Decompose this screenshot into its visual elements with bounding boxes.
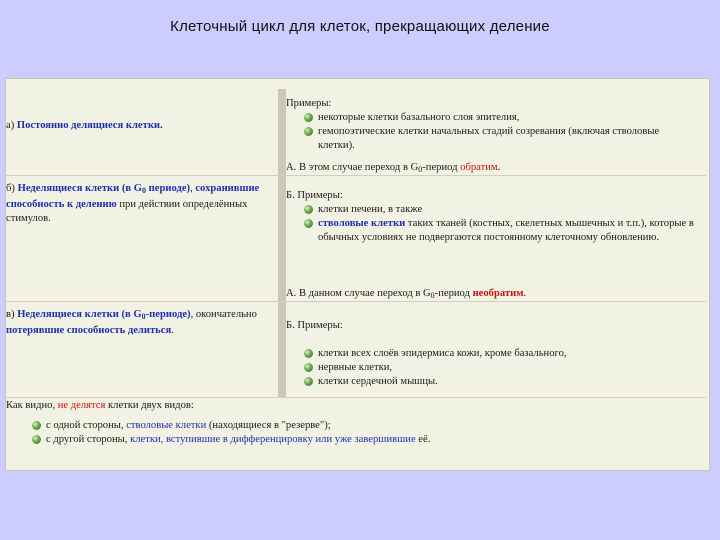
summary-item: с другой стороны, клетки, вступившие в дифференцировку или уже завершившие её. xyxy=(32,433,706,447)
item-prefix: б) xyxy=(6,183,18,194)
item-c-period: -периоде) xyxy=(145,309,191,320)
item-c-end: . xyxy=(171,325,174,336)
column-divider xyxy=(278,89,286,397)
row-separator xyxy=(6,397,706,398)
bullet-item: клетки печени, в также xyxy=(304,203,698,217)
green-bullet-icon xyxy=(304,113,313,122)
item-b-period: периоде) xyxy=(146,183,191,194)
stem-cells-label: стволовые клетки xyxy=(318,218,406,229)
examples-title: Примеры: xyxy=(286,98,332,109)
item-c-ability: потерявшие способность делиться xyxy=(6,325,172,336)
bullet-item: некоторые клетки базального слоя эпителия, xyxy=(304,111,698,125)
summary-intro: Как видно, не делятся клетки двух видов: xyxy=(6,400,194,411)
summary-item: с одной стороны, стволовые клетки (находящиеся в "резерве"); xyxy=(32,419,706,433)
examples-title: Б. Примеры: xyxy=(286,190,343,201)
irreversible-label: необратим xyxy=(472,288,524,299)
item-b-rest: при действии определённых стимулов. xyxy=(6,199,248,224)
g0-subscript: 0 xyxy=(418,165,423,174)
green-bullet-icon xyxy=(32,435,41,444)
item-prefix: а) xyxy=(6,120,17,131)
item-a-label: Постоянно делящиеся клетки. xyxy=(16,120,163,131)
bullet-item: нервные клетки, xyxy=(304,361,698,375)
bullet-item: клетки всех слоёв эпидермиса кожи, кроме базального, xyxy=(304,347,698,361)
green-bullet-icon xyxy=(32,421,41,430)
right-a-note: А. В этом случае переход в $G_0$-период обратим. xyxy=(286,162,501,174)
summary xyxy=(6,399,706,447)
bullet-item: стволовые клетки таких тканей (костных, скелетных мышечных и т.п.), которые в обычных условиях не подвергаются постоянному клеточному обновлению. xyxy=(304,217,698,245)
green-bullet-icon xyxy=(304,219,313,228)
left-item-c xyxy=(6,308,268,338)
left-item-b xyxy=(6,182,268,226)
bullet-item: гемопоэтические клетки начальных стадий созревания (включая стволовые клетки). xyxy=(304,125,698,153)
g0-subscript: 0 xyxy=(141,312,146,321)
left-item-a xyxy=(6,119,274,133)
bullet-item: клетки сердечной мышцы. xyxy=(304,375,698,389)
content-panel xyxy=(5,78,710,471)
green-bullet-icon xyxy=(304,205,313,214)
examples-title: Б. Примеры: xyxy=(286,320,343,331)
item-b-mid: , xyxy=(190,183,196,194)
differentiated-cells-label: клетки, вступившие в дифференцировку или уже завершившие xyxy=(130,434,416,445)
g0-subscript: 0 xyxy=(142,186,147,195)
right-b-examples xyxy=(286,189,698,245)
item-prefix: в) xyxy=(6,309,18,320)
green-bullet-icon xyxy=(304,349,313,358)
right-c-note: А. В данном случае переход в $G_0$-период необратим. xyxy=(286,288,527,300)
item-b-label: Неделящиеся клетки (в G xyxy=(17,183,143,194)
reversible-label: обратим xyxy=(460,162,498,173)
stem-cells-label: стволовые клетки xyxy=(126,420,207,431)
item-b-ability: сохранившие способность к делению xyxy=(6,183,260,210)
g0-subscript: 0 xyxy=(430,291,435,300)
slide-title: Клеточный цикл для клеток, прекращающих деление xyxy=(170,18,550,35)
green-bullet-icon xyxy=(304,363,313,372)
right-c-examples xyxy=(286,319,698,389)
item-c-label: Неделящиеся клетки (в G xyxy=(17,309,142,320)
green-bullet-icon xyxy=(304,377,313,386)
green-bullet-icon xyxy=(304,127,313,136)
item-c-mid: , окончательно xyxy=(190,309,257,320)
right-a-examples xyxy=(286,97,698,153)
not-dividing-label: не делятся xyxy=(57,400,106,411)
